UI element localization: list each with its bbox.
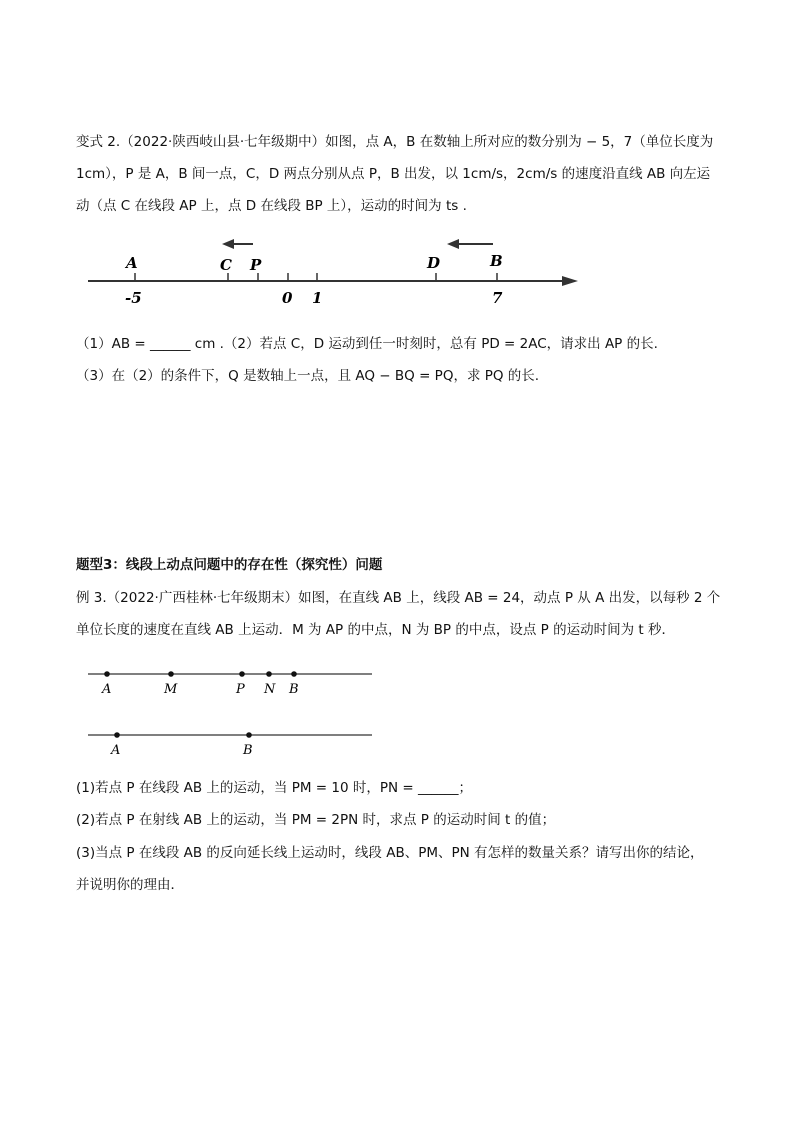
seg2-label-b: B <box>243 743 253 758</box>
number-line-figure <box>0 225 794 315</box>
problem2-question-3-cont: 并说明你的理由． <box>76 877 184 893</box>
problem2-line-1: 例 3.（2022·广西桂林·七年级期末）如图，在直线 AB 上，线段 AB = 24，动点 P 从 A 出发，以每秒 2 个 <box>76 590 721 606</box>
seg1-label-n: N <box>264 682 276 697</box>
seg1-label-p: P <box>236 682 245 697</box>
seg1-label-m: M <box>164 682 178 697</box>
problem1-line-2: 1cm），P 是 A，B 间一点，C，D 两点分别从点 P，B 出发，以 1cm/s，2cm/s 的速度沿直线 AB 向左运 <box>76 166 711 182</box>
problem2-question-3: (3)当点 P 在线段 AB 的反向延长线上运动时，线段 AB、PM、PN 有怎样的数量关系？请写出你的结论， <box>76 845 704 861</box>
point-label-a: A <box>126 254 138 272</box>
tick-label-7: 7 <box>492 289 503 307</box>
problem2-question-2: (2)若点 P 在射线 AB 上的运动，当 PM = 2PN 时，求点 P 的运动时间 t 的值； <box>76 812 556 828</box>
point-label-d: D <box>427 254 441 272</box>
left-arrow-icon-c <box>222 239 253 249</box>
problem1-line-3: 动（点 C 在线段 AP 上，点 D 在线段 BP 上），运动的时间为 ts . <box>76 198 467 214</box>
seg2-label-a: A <box>111 743 121 758</box>
tick-label-0: 0 <box>282 289 293 307</box>
problem1-question-1-2: （1）AB = ______ cm .（2）若点 C，D 运动到任一时刻时，总有 PD = 2AC，请求出 AP 的长. <box>76 336 658 352</box>
point-label-p: P <box>250 256 262 274</box>
problem1-question-3: （3）在（2）的条件下，Q 是数轴上一点，且 AQ − BQ = PQ，求 PQ 的长. <box>76 368 540 384</box>
axis-arrow-icon <box>562 276 578 286</box>
segment-figure-2 <box>0 721 794 761</box>
problem2-question-1: (1)若点 P 在线段 AB 上的运动，当 PM = 10 时，PN = ______； <box>76 780 473 796</box>
problem1-line-1: 变式 2.（2022·陕西岐山县·七年级期中）如图，点 A，B 在数轴上所对应的数分别为 − 5，7（单位长度为 <box>76 134 714 150</box>
point-label-c: C <box>220 256 232 274</box>
section-heading: 题型3：线段上动点问题中的存在性（探究性）问题 <box>76 557 383 573</box>
tick-label-1: 1 <box>312 289 323 307</box>
left-arrow-icon-d <box>447 239 493 249</box>
tick-label-neg5: -5 <box>125 289 142 307</box>
seg1-label-b: B <box>289 682 299 697</box>
problem2-line-2: 单位长度的速度在直线 AB 上运动．M 为 AP 的中点，N 为 BP 的中点，设点 P 的运动时间为 t 秒． <box>76 622 675 638</box>
point-label-b: B <box>490 252 503 270</box>
segment-figure-1 <box>0 660 794 700</box>
seg1-label-a: A <box>102 682 112 697</box>
